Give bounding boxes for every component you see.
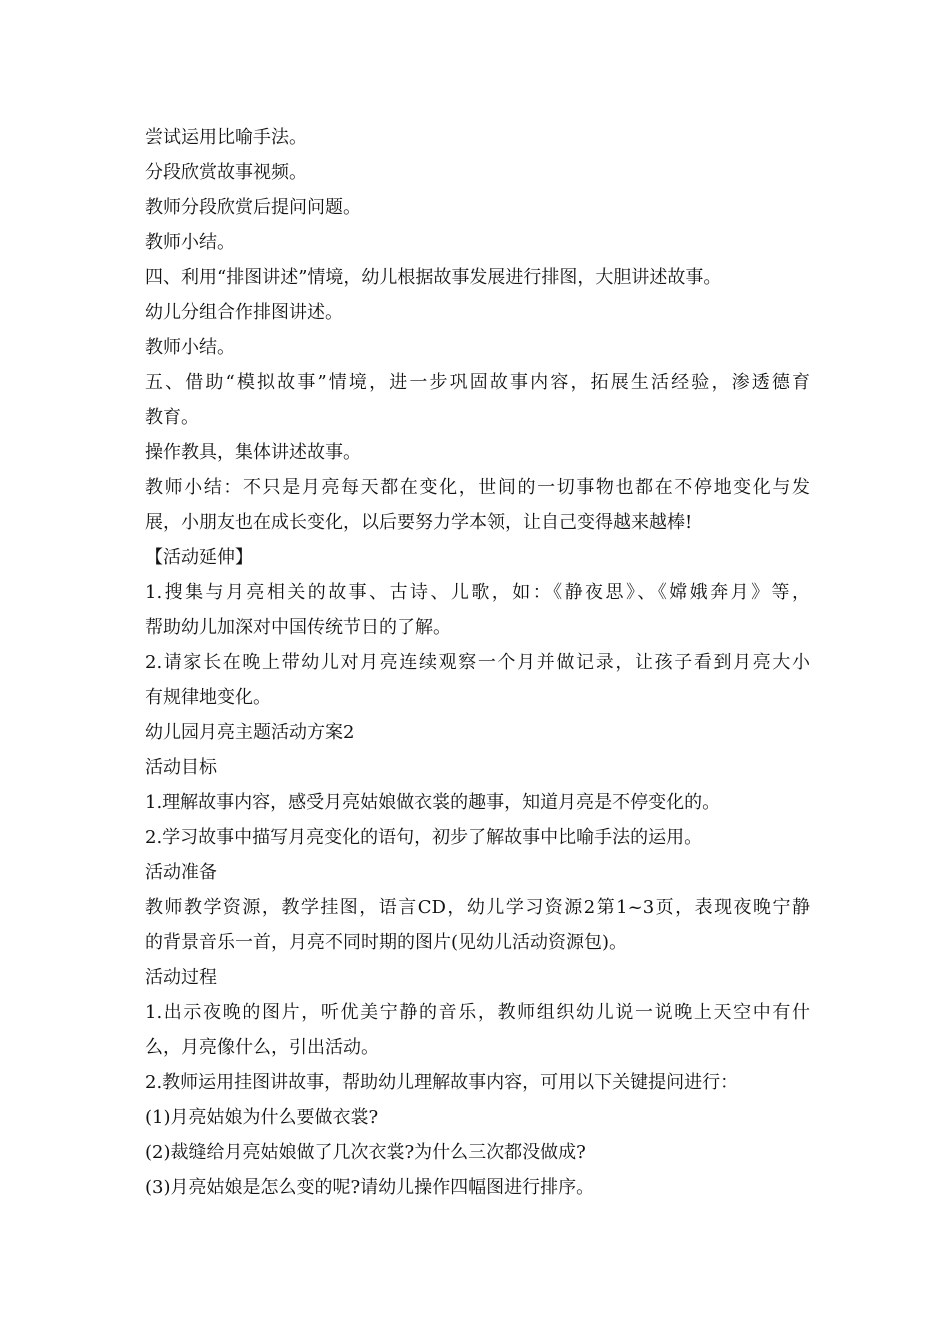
list-item: (2)裁缝给月亮姑娘做了几次衣裳?为什么三次都没做成? [145,1142,586,1163]
text-line: 操作教具，集体讲述故事。 [145,442,361,463]
list-item: (1)月亮姑娘为什么要做衣裳? [145,1107,379,1128]
text-line: 的背景音乐一首，月亮不同时期的图片(见幼儿活动资源包)。 [145,932,628,953]
list-item: 1.搜集与月亮相关的故事、古诗、儿歌，如：《静夜思》、《嫦娥奔月》等， [145,582,810,603]
list-item: 1.理解故事内容，感受月亮姑娘做衣裳的趣事，知道月亮是不停变化的。 [145,792,721,813]
section-heading: 活动准备 [145,862,217,883]
text-line: 么，月亮像什么，引出活动。 [145,1037,379,1058]
text-line: 尝试运用比喻手法。 [145,127,307,148]
list-item: (3)月亮姑娘是怎么变的呢?请幼儿操作四幅图进行排序。 [145,1177,595,1198]
section-heading: 活动目标 [145,757,217,778]
list-item: 2.学习故事中描写月亮变化的语句，初步了解故事中比喻手法的运用。 [145,827,703,848]
list-item: 2.请家长在晚上带幼儿对月亮连续观察一个月并做记录，让孩子看到月亮大小 [145,652,810,673]
list-item: 1.出示夜晚的图片，听优美宁静的音乐，教师组织幼儿说一说晚上天空中有什 [145,1002,810,1023]
section-heading: 四、利用“排图讲述”情境，幼儿根据故事发展进行排图，大胆讲述故事。 [145,267,722,288]
text-line: 教师小结。 [145,337,235,358]
text-line: 有规律地变化。 [145,687,271,708]
section-heading: 【活动延伸】 [145,547,253,568]
text-line: 展，小朋友也在成长变化，以后要努力学本领，让自己变得越来越棒! [145,512,693,533]
text-line: 教师小结：不只是月亮每天都在变化，世间的一切事物也都在不停地变化与发 [145,477,810,498]
document-title: 幼儿园月亮主题活动方案2 [145,722,355,743]
text-line: 幼儿分组合作排图讲述。 [145,302,343,323]
text-line: 教师教学资源，教学挂图，语言CD，幼儿学习资源2第1~3页，表现夜晚宁静 [145,897,810,918]
text-line: 教师分段欣赏后提问问题。 [145,197,361,218]
section-heading: 五、借助“模拟故事”情境，进一步巩固故事内容，拓展生活经验，渗透德育 [145,372,810,393]
text-line: 分段欣赏故事视频。 [145,162,307,183]
document-body [145,120,810,1205]
text-line: 教育。 [145,407,199,428]
text-line: 帮助幼儿加深对中国传统节日的了解。 [145,617,451,638]
section-heading: 活动过程 [145,967,217,988]
text-line: 教师小结。 [145,232,235,253]
list-item: 2.教师运用挂图讲故事，帮助幼儿理解故事内容，可用以下关键提问进行： [145,1072,739,1093]
